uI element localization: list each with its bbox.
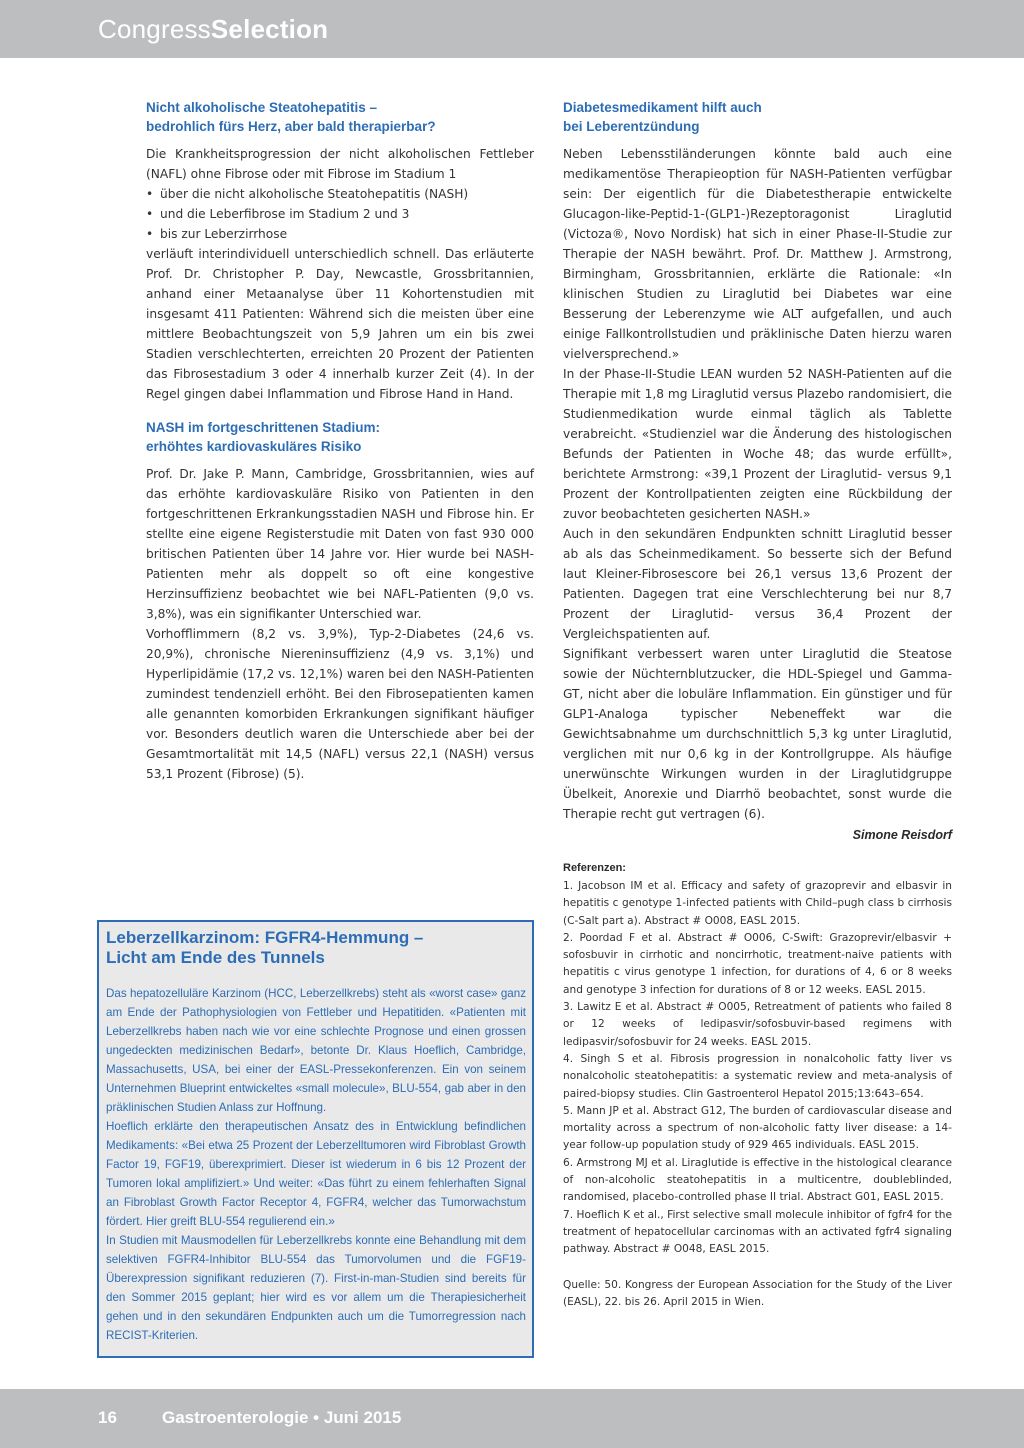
heading-line-1: Diabetesmedikament hilft auch — [563, 100, 762, 115]
reference-item: 1. Jacobson IM et al. Efficacy and safety of grazoprevir and elbasvir in hepatitis c genotype 1-infected patients with Child–pugh class b cirrhosis (C-Salt part a). Abstract # O008, EASL 2015. — [563, 880, 952, 927]
references-heading: Referenzen: — [563, 862, 626, 874]
left-column — [146, 98, 534, 784]
paragraph-intro: Die Krankheitsprogression der nicht alkoholischen Fettleber (NAFL) ohne Fibrose oder mit Fibrose im Stadium 1 — [146, 147, 534, 181]
paragraph: In der Phase-II-Studie LEAN wurden 52 NASH-Patienten auf die Therapie mit 1,8 mg Liraglutid versus Plazebo randomisiert, die Studienmedikation wurde einmal täglich als Tablette verabreicht. «Studienziel war die Änderung des histologischen Befunds der Patienten in Woche 48; das wurde erfüllt», berichtete Armstrong: «39,1 Prozent der Liraglutid- versus 9,1 Prozent der Kontrollpatienten zeigten eine Rückbildung der zuvor beobachteten gesicherten NASH.» — [563, 367, 952, 521]
source-note: Quelle: 50. Kongress der European Association for the Study of the Liver (EASL), 22. bis 26. April 2015 in Wien. — [563, 1278, 952, 1308]
reference-item: 3. Lawitz E et al. Abstract # O005, Retreatment of patients who failed 8 or 12 weeks of ledipasvir/sofosbuvir-based regimens with ledipasvir/sofosbuvir for 24 weeks. EASL 2015. — [563, 1001, 952, 1048]
page-number: 16 — [98, 1408, 117, 1427]
list-item: • und die Leberfibrose im Stadium 2 und 3 — [146, 204, 534, 224]
heading-line-2: bedrohlich fürs Herz, aber bald therapierbar? — [146, 119, 436, 134]
paragraph: Neben Lebensstiländerungen könnte bald auch eine medikamentöse Therapieoption für NASH-Patienten verfügbar sein: Der eigentlich für die Diabetestherapie entwickelte Glucagon-like-Peptid-1-(GLP1-)Rezeptoragonist Liraglutid (Victoza®, Novo Nordisk) hat sich in einer Phase-II-Studie zur Therapie der NASH bewährt. Prof. Dr. Matthew J. Armstrong, Birmingham, Grossbritannien, erklärte die Rationale: «In klinischen Studien zu Liraglutid bei Diabetes war eine Besserung der Leberenzyme wie ALT aufgefallen, und auch einige Fallkontrollstudien und präklinische Daten hierzu waren vielversprechend.» — [563, 147, 952, 361]
reference-item: 4. Singh S et al. Fibrosis progression in nonalcoholic fatty liver vs nonalcoholic steatohepatitis: a systematic review and meta-analysis of paired-biopsy studies. Clin Gastroenterol Hepatol 2015;13:643–654. — [563, 1052, 952, 1100]
paragraph: Vorhofflimmern (8,2 vs. 3,9%), Typ-2-Diabetes (24,6 vs. 20,9%), chronische Niereninsuffizienz (4,9 vs. 3,1%) und Hyperlipidämie (17,2 vs. 12,1%) waren bei den NASH-Patienten zumindest tendenziell erhöht. Bei den Fibrosepatienten kamen alle genannten komorbiden Erkrankungen signifikant häufiger vor. Besonders deutlich waren die Unterschiede aber bei der Gesamtmortalität mit 14,5 (NAFL) versus 22,1 (NASH) versus 53,1 Prozent (Fibrose) (5). — [146, 627, 534, 781]
author-name: Simone Reisdorf — [852, 828, 952, 842]
bullet-list — [146, 184, 534, 244]
box-paragraph: Hoeflich erklärte den therapeutischen Ansatz des in Entwicklung befindlichen Medikaments: «Bei etwa 25 Prozent der Leberzelltumoren wird Fibroblast Growth Factor 19, FGF19, überexprimiert. Dieser ist wiederum in 6 bis 12 Prozent der Tumoren lokal amplifiziert.» Und weiter: «Das führt zu einem fehlerhaften Signal an Fibroblast Growth Factor Receptor 4, FGFR4, welcher das Tumorwachstum fördert. Hier greift BLU-554 regulierend ein.» — [106, 1120, 526, 1228]
right-column — [563, 98, 952, 842]
references — [563, 862, 952, 1311]
paragraph: verläuft interindividuell unterschiedlich schnell. Das erläuterte Prof. Dr. Christopher P. Day, Newcastle, Grossbritannien, anhand einer Metaanalyse über 11 Kohortenstudien mit insgesamt 411 Patienten: Während sich die meisten über eine mittlere Beobachtungszeit von 5,9 Jahren um ein bis zwei Stadien verschlechterten, erreichten 20 Prozent der Patienten das Fibrosestadium 3 oder 4 innerhalb kurzer Zeit (4). In der Regel gingen dabei Inflammation und Fibrose Hand in Hand. — [146, 247, 534, 401]
section-heading-cardio — [146, 418, 534, 456]
brand-logo — [98, 14, 328, 45]
paragraph: Auch in den sekundären Endpunkten schnitt Liraglutid besser ab als das Scheinmedikament. So besserte sich der Befund laut Kleiner-Fibrosescore bei 26,1 versus 13,6 Prozent der Patienten. Dagegen trat eine Verschlechterung bei nur 8,7 Prozent der Liraglutid- versus 36,4 Prozent der Vergleichspatienten auf. — [563, 527, 952, 641]
box-title — [106, 928, 526, 968]
page-header — [0, 0, 1024, 58]
paragraph: Signifikant verbessert waren unter Liraglutid die Steatose sowie der Nüchternblutzucker, die HDL-Spiegel und Gamma-GT, nicht aber die lobuläre Inflammation. Ein günstiger und für GLP1-Analoga typischer Nebeneffekt war die Gewichtsabnahme um durchschnittlich 5,3 kg unter Liraglutid, verglichen mit nur 0,6 kg in der Kontrollgruppe. Als häufige unerwünschte Wirkungen wurden in der Liraglutidgruppe Übelkeit, Anorexie und Diarrhö beobachtet, sonst wurde die Therapie recht gut vertragen (6). — [563, 647, 952, 821]
box-paragraph: Das hepatozelluläre Karzinom (HCC, Leberzellkrebs) steht als «worst case» ganz am Ende der Pathophysiologien von Fettleber und Hepatitiden. «Patienten mit Leberzellkrebs haben nach wie vor eine schlechte Prognose und einen grossen ungedeckten medizinischen Bedarf», betonte Dr. Klaus Hoeflich, Cambridge, Massachusetts, USA, bei einer der EASL-Pressekonferenzen. Ein von seinem Unternehmen Blueprint entwickeltes «small molecule», BLU-554, gab aber in den präklinischen Studien Anlass zur Hoffnung. — [106, 987, 526, 1114]
heading-line-1: NASH im fortgeschrittenen Stadium: — [146, 420, 381, 435]
reference-item: 5. Mann JP et al. Abstract G12, The burden of cardiovascular disease and mortality across a spectrum of non-alcoholic fatty liver disease: a 14-year follow-up population study of 929 465 individuals. EASL 2015. — [563, 1104, 952, 1152]
heading-line-2: erhöhtes kardiovaskuläres Risiko — [146, 439, 362, 454]
box-title-line-2: Licht am Ende des Tunnels — [106, 948, 325, 967]
list-item: • über die nicht alkoholische Steatohepatitis (NASH) — [146, 184, 534, 204]
box-paragraph: In Studien mit Mausmodellen für Leberzellkrebs konnte eine Behandlung mit dem selektiven FGFR4-Inhibitor BLU-554 das Tumorvolumen und die FGF19-Überexpression signifikant reduzieren (7). First-in-man-Studien sind bereits für den Sommer 2015 geplant; hier wird es vor allem um die Therapiesicherheit gehen und in den sekundären Endpunkten auch um die Tumorregression nach RECIST-Kriterien. — [106, 1234, 526, 1342]
paragraph: Prof. Dr. Jake P. Mann, Cambridge, Grossbritannien, wies auf das erhöhte kardiovaskuläre Risiko von Patienten in den fortgeschrittenen Erkrankungsstadien NASH und Fibrose hin. Er stellte eine eigene Registerstudie mit Daten von fast 930 000 britischen Patienten über 14 Jahre vor. Hier wurde bei NASH-Patienten mehr als doppelt so oft eine kongestive Herzinsuffizienz beobachtet wie bei NAFL-Patienten (9,0 vs. 3,8%), was ein signifikanter Unterschied war. — [146, 467, 534, 621]
journal-issue: Gastroenterologie • Juni 2015 — [162, 1408, 402, 1427]
brand-bold: Selection — [210, 14, 329, 44]
page-footer — [0, 1389, 1024, 1448]
heading-line-1: Nicht alkoholische Steatohepatitis – — [146, 100, 378, 115]
brand-light: Congress — [98, 14, 211, 44]
section-heading-diabetes — [563, 98, 952, 136]
section-heading-nash — [146, 98, 534, 136]
box-title-line-1: Leberzellkarzinom: FGFR4-Hemmung – — [106, 928, 424, 947]
reference-item: 2. Poordad F et al. Abstract # O006, C-Swift: Grazoprevir/elbasvir + sofosbuvir in cirrhotic and noncirrhotic, treatment-naive patients with hepatitis c virus genotype 1 infection, for durations of 4, 6 or 8 weeks and genotype 3 infection for durations of 8 or 12 weeks. EASL 2015. — [563, 931, 952, 996]
reference-item: 6. Armstrong MJ et al. Liraglutide is effective in the histological clearance of non-alcoholic steatohepatitis in a multicentre, doubleblinded, randomised, placebo-controlled phase II trial. Abstract G01, EASL 2015. — [563, 1156, 952, 1204]
list-item: • bis zur Leberzirrhose — [146, 224, 534, 244]
heading-line-2: bei Leberentzündung — [563, 119, 700, 134]
info-box-hcc — [97, 920, 534, 1358]
reference-item: 7. Hoeflich K et al., First selective small molecule inhibitor of fgfr4 for the treatment of hepatocellular carcinomas with an activated fgfr4 signaling pathway. Abstract # O048, EASL 2015. — [563, 1208, 952, 1256]
